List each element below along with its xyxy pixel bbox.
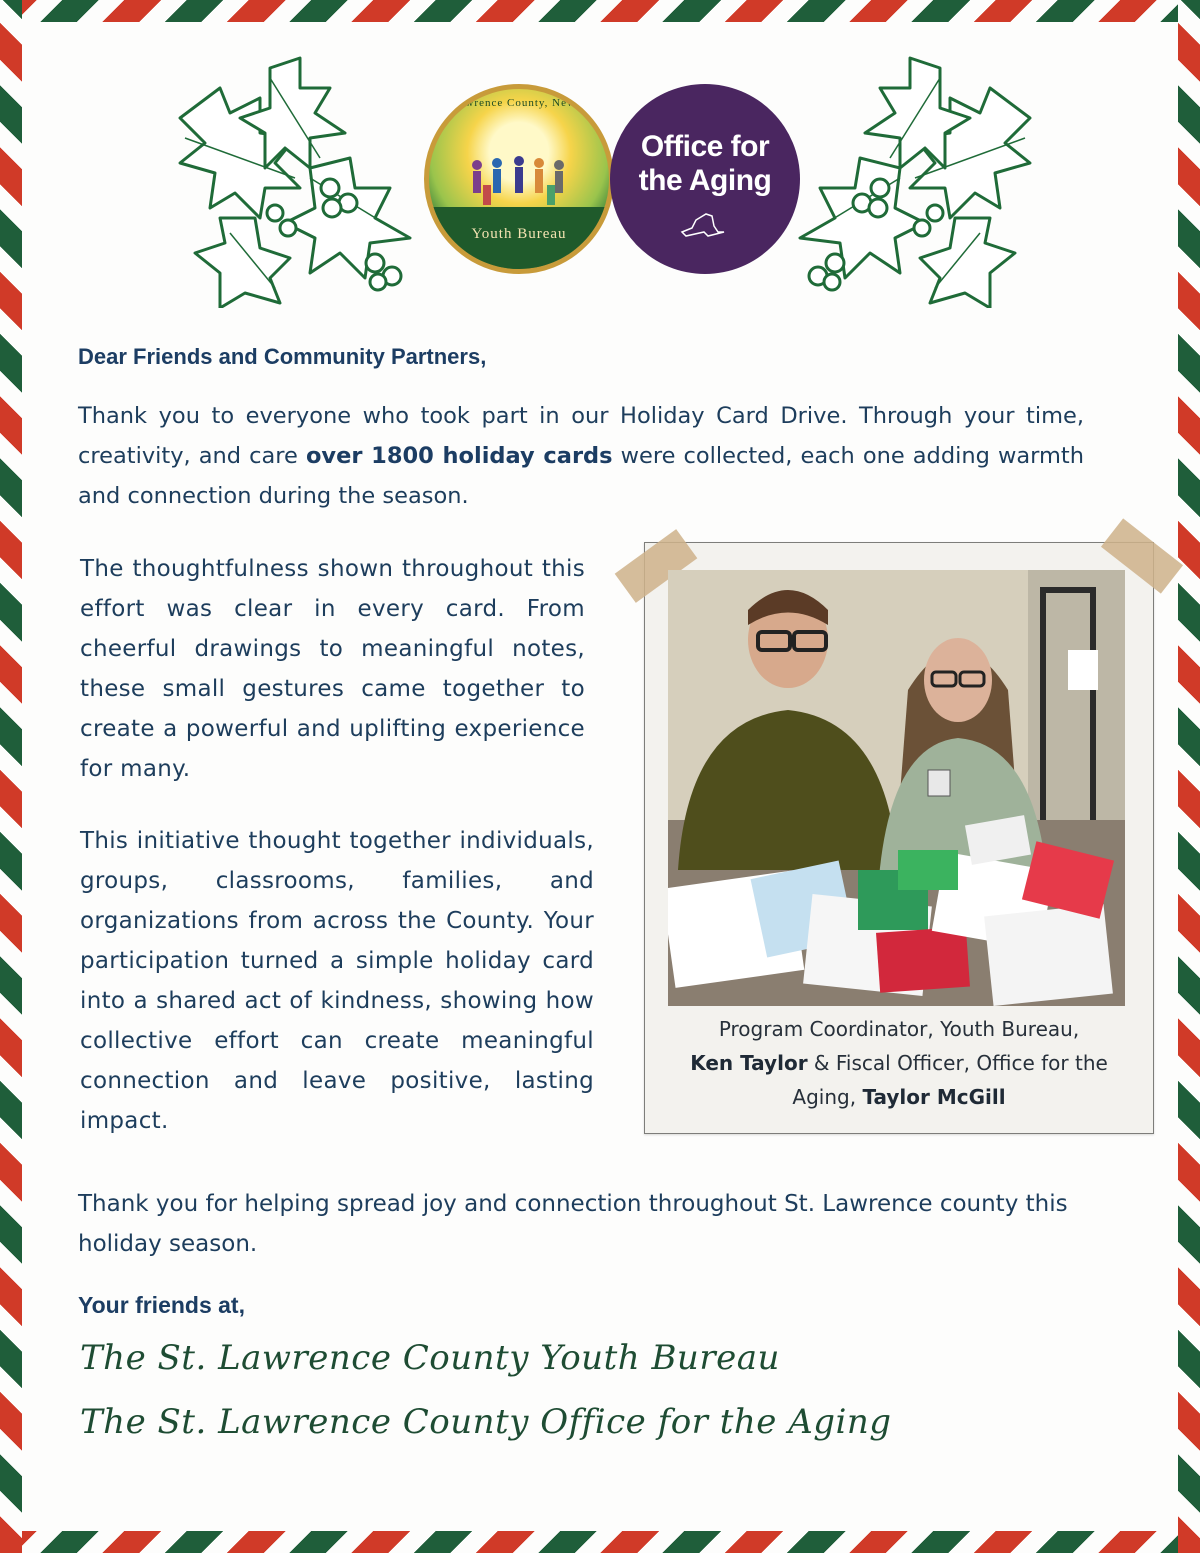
signature-youth-bureau: The St. Lawrence County Youth Bureau: [80, 1338, 780, 1378]
holly-left-icon: [160, 48, 440, 308]
airmail-border-bottom: [0, 1531, 1200, 1553]
paragraph-thanks: Thank you for helping spread joy and connection throughout St. Lawrence county this holiday season.: [78, 1191, 1068, 1257]
youth-logo-arc-text: St. Lawrence County, New York: [433, 97, 605, 109]
photo-caption: [660, 1012, 1138, 1114]
caption-name-ken-taylor: Ken Taylor: [690, 1051, 808, 1075]
signature-office-for-the-aging: The St. Lawrence County Office for the Aging: [80, 1402, 892, 1442]
paragraph-intro-end: were collected, each one adding warmth and connection during the season.: [78, 443, 1084, 509]
paragraph-intro-start: Thank you to everyone who took part in our Holiday Card Drive. Through your time, creativity, and care: [78, 403, 1084, 469]
paragraph-intro: [78, 396, 1084, 516]
airmail-border-left: [0, 0, 22, 1553]
caption-part2: & Fiscal Officer, Office for the Aging,: [792, 1051, 1108, 1109]
paragraph-initiative: This initiative thought together individuals, groups, classrooms, families, and organizations from across the County. Your participation turned a simple holiday card into a shared act of kindness, showing how collective effort can create meaningful connection and leave positive, lasting impact.: [80, 828, 594, 1134]
office-for-the-aging-logo: [610, 84, 800, 274]
staff-photo: [668, 570, 1125, 1006]
salutation: Dear Friends and Community Partners,: [78, 344, 487, 369]
youth-logo-bottom-text: Youth Bureau: [471, 226, 567, 242]
aging-logo-line2: the Aging: [638, 164, 772, 197]
youth-bureau-logo: [424, 84, 614, 274]
caption-part1: Program Coordinator, Youth Bureau,: [718, 1017, 1080, 1041]
caption-name-taylor-mcgill: Taylor McGill: [862, 1085, 1006, 1109]
paragraph-intro-highlight: over 1800 holiday cards: [305, 443, 613, 469]
aging-logo-line1: Office for: [640, 130, 770, 163]
airmail-border-top: [0, 0, 1200, 22]
jumping-people-icon: [467, 155, 571, 211]
closing-label: Your friends at,: [78, 1292, 245, 1318]
paragraph-thoughtfulness: The thoughtfulness shown throughout this effort was clear in every card. From cheerful drawings to meaningful notes, these small gestures came together to create a powerful and uplifting experience for many.: [80, 556, 585, 782]
airmail-border-right: [1178, 0, 1200, 1553]
new-york-state-outline-icon: [678, 210, 728, 238]
holly-right-icon: [770, 48, 1050, 308]
